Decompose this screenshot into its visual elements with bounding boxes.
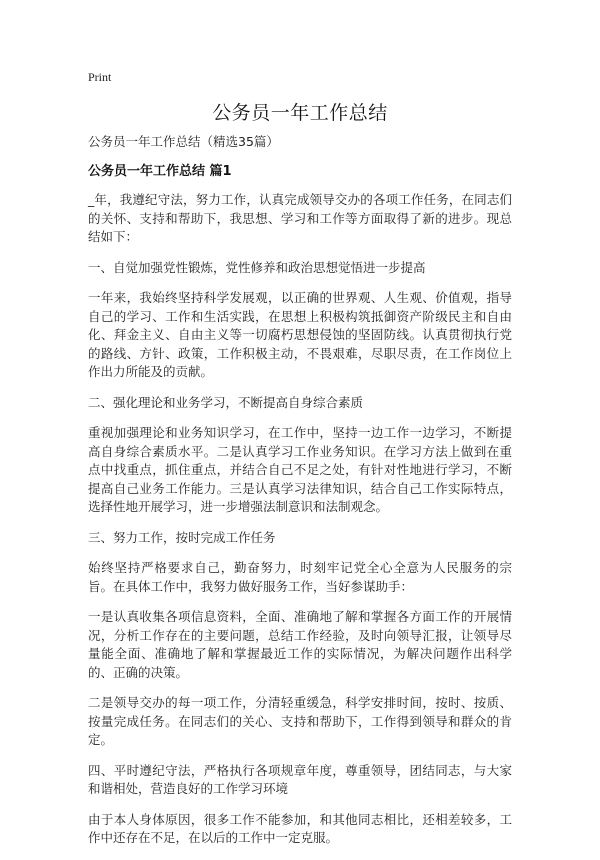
page-title: 公务员一年工作总结 bbox=[212, 102, 388, 124]
subtitle: 公务员一年工作总结（精选35篇） bbox=[88, 134, 279, 149]
paragraph-service: 始终坚持严格要求自己，勤奋努力，时刻牢记党全心全意为人民服务的宗旨。在具体工作中，我努力做好服务工作，当好参谋助手： bbox=[88, 560, 512, 594]
heading-work: 三、努力工作，按时完成工作任务 bbox=[88, 529, 276, 545]
print-link[interactable]: Print bbox=[88, 70, 112, 84]
paragraph-shortcomings: 由于本人身体原因，很多工作不能参加，和其他同志相比，还相差较多，工作中还存在不足，在以后的工作中一定克服。 bbox=[88, 811, 512, 845]
section-heading: 公务员一年工作总结 篇1 bbox=[88, 164, 232, 179]
paragraph-task-completion: 二是领导交办的每一项工作，分清轻重缓急，科学安排时间，按时、按质、按量完成任务。在同志们的关心、支持和帮助下，工作得到领导和群众的肯定。 bbox=[88, 695, 512, 747]
heading-study: 二、强化理论和业务学习，不断提高自身综合素质 bbox=[88, 394, 364, 410]
heading-discipline: 四、平时遵纪守法，严格执行各项规章年度，尊重领导，团结同志，与大家和谐相处，营造良好的工作学习环境 bbox=[88, 762, 512, 796]
paragraph-study: 重视加强理论和业务知识学习，在工作中，坚持一边工作一边学习，不断提高自身综合素质水平。二是认真学习工作业务知识。在学习方法上做到在重点中找重点，抓住重点，并结合自己不足之处，有针对性地进行学习，不断提高自己业务工作能力。三是认真学习法律知识，结合自己工作实际特点，选择性地开展学习，进一步增强法制意识和法制观念。 bbox=[88, 425, 512, 514]
intro-paragraph: _年，我遵纪守法，努力工作，认真完成领导交办的各项工作任务，在同志们的关怀、支持和帮助下，我思想、学习和工作等方面取得了新的进步。现总结如下： bbox=[88, 192, 512, 244]
paragraph-worldview: 一年来，我始终坚持科学发展观，以正确的世界观、人生观、价值观，指导自己的学习、工作和生活实践，在思想上积极构筑抵御资产阶级民主和自由化、拜金主义、自由主义等一切腐朽思想侵蚀的坚固防线。认真贯彻执行党的路线、方针、政策，工作积极主动，不畏艰难，尽职尽责，在工作岗位上作出力所能及的贡献。 bbox=[88, 290, 512, 379]
heading-party-spirit: 一、自觉加强党性锻炼，党性修养和政治思想觉悟进一步提高 bbox=[88, 259, 426, 275]
article-body bbox=[88, 133, 512, 860]
paragraph-info-collection: 一是认真收集各项信息资料，全面、准确地了解和掌握各方面工作的开展情况，分析工作存在的主要问题，总结工作经验，及时向领导汇报，让领导尽量能全面、准确地了解和掌握最近工作的实际情况，为解决问题作出科学的、正确的决策。 bbox=[88, 609, 512, 680]
